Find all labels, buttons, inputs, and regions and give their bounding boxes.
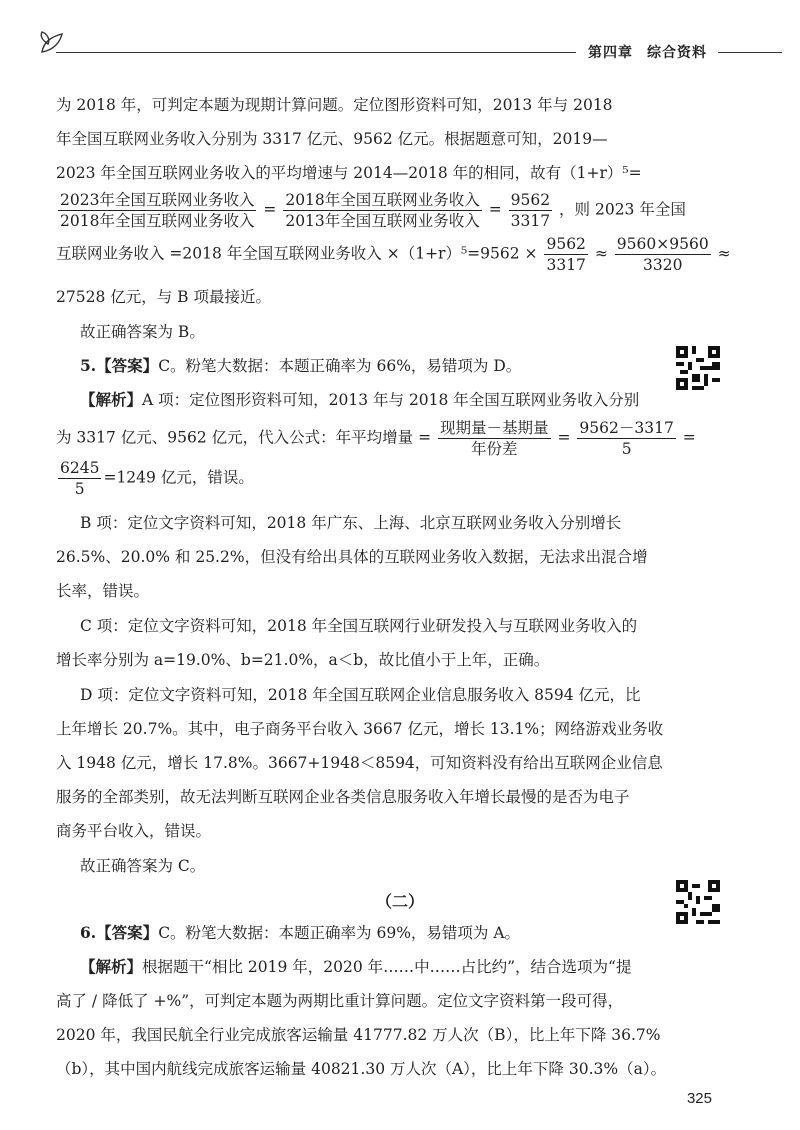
fraction: $\frac{\text{2023年全国互联网业务收入}}{\text{2018年全国互联网业务收入}}$	[60, 191, 255, 230]
qr-code-icon	[676, 346, 720, 390]
text-line: 年全国互联网业务收入分别为 3317 亿元、9562 亿元。根据题意可知，2019—	[56, 130, 608, 148]
text-line: 2020 年，我国民航全行业完成旅客运输量 41777.82 万人次（B），比上年下降 36.7%	[56, 1026, 661, 1044]
fraction: $\frac{9562-3317}{5}$	[579, 419, 674, 458]
text-line: 长率，错误。	[56, 582, 150, 600]
text-line: 2023 年全国互联网业务收入的平均增速与 2014—2018 年的相同，故有（1+r）⁵=	[56, 164, 642, 182]
running-header	[588, 42, 721, 62]
header-rule-left	[56, 52, 576, 53]
text-line: 27528 亿元，与 B 项最接近。	[56, 288, 271, 306]
header-rule-right	[718, 52, 782, 53]
analysis-line: 【解析】根据题干“相比 2019 年，2020 年……中……占比约”，结合选项为“提	[80, 957, 632, 976]
formula-line: $\frac{\text{2023年全国互联网业务收入}}{\text{2018年全国互联网业务收入}}$ = $\frac{\text{2018年全国互联网业务收入}}{\text{2013年全国互联网业务收入}}$ = $\frac{9562}{3317}$ ，则 2023 年全国	[60, 191, 686, 230]
section-heading: （二）	[375, 892, 424, 911]
text-line: 高了 / 降低了 +%”，可判定本题为两期比重计算问题。定位文字资料第一段可得，	[56, 992, 624, 1010]
formula-line: $\frac{6245}{5}$ =1249 亿元，错误。	[60, 459, 254, 498]
formula-line: 为 3317 亿元、9562 亿元，代入公式：年平均增量 = $\frac{\text{现期量－基期量}}{\text{年份差}}$ = $\frac{9562-3317}{5}$ =	[56, 419, 696, 458]
text-line: 入 1948 亿元，增长 17.8%。3667+1948＜8594，可知资料没有给出互联网企业信息	[56, 754, 663, 772]
formula-line: 互联网业务收入 =2018 年全国互联网业务收入 ×（1+r）⁵=9562 × $\frac{9562}{3317}$ ≈ $\frac{9560\times 9560}{3320}$ ≈	[56, 235, 731, 274]
text-line: 26.5%、20.0% 和 25.2%，但没有给出具体的互联网业务收入数据，无法求出混合增	[56, 548, 648, 566]
fraction: $\frac{\text{2018年全国互联网业务收入}}{\text{2013年全国互联网业务收入}}$	[285, 191, 480, 230]
text-line: 故正确答案为 C。	[80, 857, 206, 875]
text-line: 为 2018 年，可判定本题为现期计算问题。定位图形资料可知，2013 年与 2018	[56, 96, 613, 114]
fraction: $\frac{9562}{3317}$	[510, 191, 551, 230]
answer-line: 5.【答案】C。粉笔大数据：本题正确率为 66%，易错项为 D。	[80, 356, 522, 375]
text-line: 增长率分别为 a=19.0%、b=21.0%，a＜b，故比值小于上年，正确。	[56, 651, 550, 669]
text-line: 商务平台收入，错误。	[56, 822, 212, 840]
chapter-label: 第四章	[588, 45, 633, 61]
section-label: 综合资料	[647, 45, 707, 61]
text-line: （b），其中国内航线完成旅客运输量 40821.30 万人次（A），比上年下降 30.3%（a）。	[56, 1060, 667, 1078]
analysis-line: 【解析】A 项：定位图形资料可知，2013 年与 2018 年全国互联网业务收入分别	[80, 390, 640, 409]
fraction: $\frac{\text{现期量－基期量}}{\text{年份差}}$	[440, 419, 549, 458]
text-line: C 项：定位文字资料可知，2018 年全国互联网行业研发投入与互联网业务收入的	[80, 617, 638, 635]
text-line: 服务的全部类别，故无法判断互联网企业各类信息服务收入年增长最慢的是否为电子	[56, 788, 630, 806]
text-line: 故正确答案为 B。	[80, 323, 205, 341]
leaf-ornament-icon	[38, 30, 68, 58]
fraction: $\frac{6245}{5}$	[60, 459, 100, 498]
text-line: D 项：定位文字资料可知，2018 年全国互联网企业信息服务收入 8594 亿元，比	[80, 686, 641, 704]
fraction: $\frac{9560\times 9560}{3320}$	[616, 235, 709, 274]
text-line: 上年增长 20.7%。其中，电子商务平台收入 3667 亿元，增长 13.1%；网络游戏业务收	[56, 720, 664, 738]
fraction: $\frac{9562}{3317}$	[546, 235, 586, 274]
qr-code-icon	[676, 880, 720, 924]
page-number: 325	[686, 1090, 712, 1107]
answer-line: 6.【答案】C。粉笔大数据：本题正确率为 69%，易错项为 A。	[80, 923, 521, 942]
text-line: B 项：定位文字资料可知，2018 年广东、上海、北京互联网业务收入分别增长	[80, 514, 622, 532]
